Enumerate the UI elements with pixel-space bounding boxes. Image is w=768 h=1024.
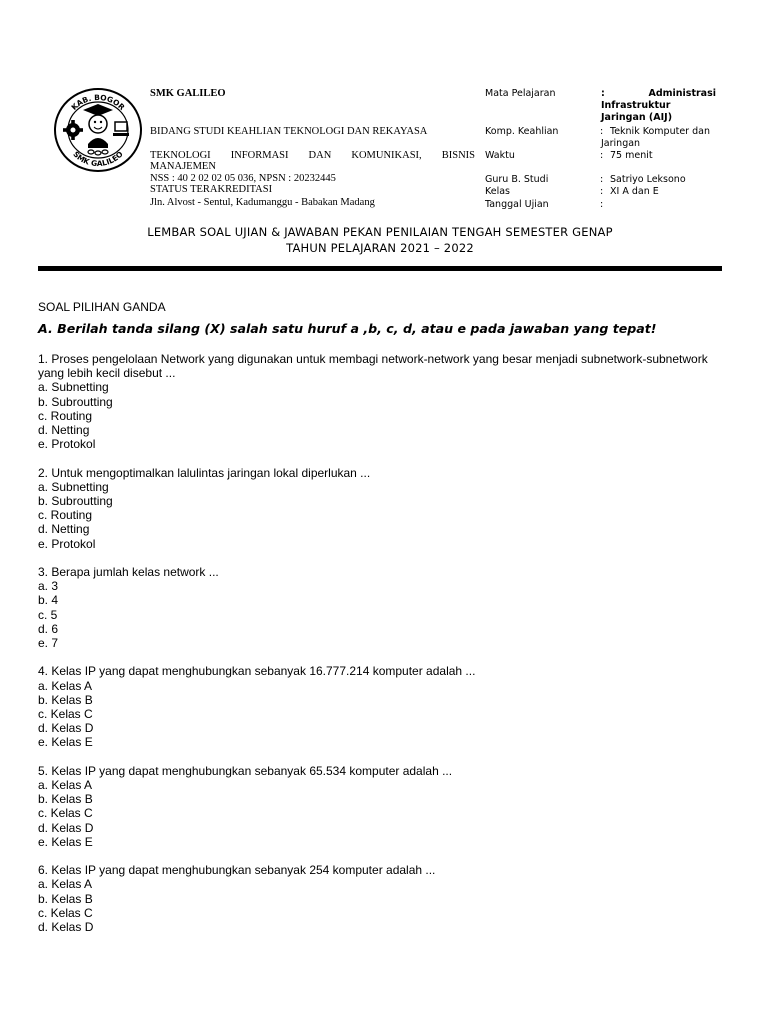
answer-option: e. Protokol bbox=[38, 536, 96, 551]
school-address: Jln. Alvost - Sentul, Kadumanggu - Babakan Madang bbox=[150, 197, 375, 208]
answer-option: e. Protokol bbox=[38, 437, 96, 452]
answer-option: c. Kelas C bbox=[38, 905, 93, 920]
answer-option: b. Subroutting bbox=[38, 494, 113, 509]
school-nss: NSS : 40 2 02 02 05 036, NPSN : 20232445 bbox=[150, 173, 336, 184]
answer-option: a. 3 bbox=[38, 579, 59, 594]
question-stem: 6. Kelas IP yang dapat menghubungkan sebanyak 254 komputer adalah ... bbox=[38, 863, 436, 878]
answer-option: a. Kelas A bbox=[38, 678, 93, 693]
gear-icon bbox=[63, 120, 83, 140]
answer-option: b. Kelas B bbox=[38, 891, 93, 906]
computer-icon bbox=[113, 122, 129, 136]
teacher-colon: : bbox=[600, 174, 604, 185]
competency-label: Komp. Keahlian bbox=[485, 126, 559, 137]
class-colon: : bbox=[600, 186, 604, 197]
answer-option: c. Routing bbox=[38, 508, 93, 523]
answer-option: b. Kelas B bbox=[38, 692, 93, 707]
question-2 bbox=[38, 466, 722, 551]
subject-value bbox=[601, 87, 716, 124]
answer-option: c. Kelas C bbox=[38, 707, 93, 722]
answer-option: d. Kelas D bbox=[38, 920, 94, 935]
school-logo bbox=[53, 86, 143, 174]
question-stem: 3. Berapa jumlah kelas network ... bbox=[38, 565, 219, 580]
competency-colon: : bbox=[600, 126, 604, 137]
time-colon: : bbox=[600, 150, 604, 161]
class-value: XI A dan E bbox=[610, 186, 659, 197]
subject-value-line3: Jaringan (AIJ) bbox=[601, 112, 673, 123]
answer-option: d. Netting bbox=[38, 522, 90, 537]
school-field: BIDANG STUDI KEAHLIAN TEKNOLOGI DAN REKAYASA bbox=[150, 126, 428, 137]
school-status: STATUS TERAKREDITASI bbox=[150, 184, 273, 195]
answer-option: b. 4 bbox=[38, 593, 59, 608]
competency-value-line2: Jaringan bbox=[601, 138, 641, 149]
question-stem: 2. Untuk mengoptimalkan lalulintas jaringan lokal diperlukan ... bbox=[38, 465, 371, 480]
question-stem: 4. Kelas IP yang dapat menghubungkan sebanyak 16.777.214 komputer adalah ... bbox=[38, 664, 476, 679]
answer-option: e. Kelas E bbox=[38, 834, 93, 849]
answer-option: a. Subnetting bbox=[38, 479, 109, 494]
answer-option: b. Kelas B bbox=[38, 792, 93, 807]
competency-value-line1: Teknik Komputer dan bbox=[610, 126, 710, 137]
exam-title: LEMBAR SOAL UJIAN & JAWABAN PEKAN PENILAIAN TENGAH SEMESTER GENAP bbox=[147, 225, 613, 239]
answer-option: c. Routing bbox=[38, 408, 93, 423]
answer-option: b. Subroutting bbox=[38, 394, 113, 409]
question-5 bbox=[38, 764, 722, 849]
time-value: 75 menit bbox=[610, 150, 653, 161]
school-program: TEKNOLOGI INFORMASI DAN KOMUNIKASI, BISNIS bbox=[150, 150, 475, 161]
answer-option: d. Kelas D bbox=[38, 721, 94, 736]
answer-option: d. Kelas D bbox=[38, 820, 94, 835]
graduate-icon bbox=[83, 104, 113, 148]
answer-option: d. Netting bbox=[38, 423, 90, 438]
subject-value-line2: Infrastruktur bbox=[601, 100, 671, 111]
section-label: SOAL PILIHAN GANDA bbox=[38, 300, 166, 314]
answer-option: c. 5 bbox=[38, 607, 58, 622]
header-divider bbox=[38, 266, 722, 271]
question-3 bbox=[38, 565, 722, 650]
instruction: A. Berilah tanda silang (X) salah satu huruf a ,b, c, d, atau e pada jawaban yang tepat! bbox=[38, 321, 657, 336]
academic-year: TAHUN PELAJARAN 2021 – 2022 bbox=[286, 241, 474, 255]
school-name: SMK GALILEO bbox=[150, 88, 226, 99]
logo-bottom-text: SMK GALILEO bbox=[71, 149, 125, 169]
answer-option: e. 7 bbox=[38, 636, 59, 651]
teacher-label: Guru B. Studi bbox=[485, 174, 549, 185]
date-label: Tanggal Ujian bbox=[485, 199, 549, 210]
teacher-value: Satriyo Leksono bbox=[610, 174, 686, 185]
subject-value-line1: Administrasi bbox=[648, 88, 716, 99]
question-stem: 1. Proses pengelolaan Network yang digunakan untuk membagi network-network yang besar menjadi subnetwork-subnetwork yang lebih kecil disebut ... bbox=[38, 352, 708, 381]
answer-option: a. Kelas A bbox=[38, 877, 93, 892]
subject-label: Mata Pelajaran bbox=[485, 88, 556, 99]
question-1 bbox=[38, 352, 722, 451]
time-label: Waktu bbox=[485, 150, 515, 161]
answer-option: e. Kelas E bbox=[38, 735, 93, 750]
answer-option: a. Subnetting bbox=[38, 380, 109, 395]
chain-icon bbox=[88, 150, 108, 155]
question-6 bbox=[38, 863, 722, 934]
question-list bbox=[38, 352, 722, 948]
school-program-line2: MANAJEMEN bbox=[150, 161, 216, 172]
class-label: Kelas bbox=[485, 186, 511, 197]
answer-option: c. Kelas C bbox=[38, 806, 93, 821]
question-4 bbox=[38, 664, 722, 749]
date-colon: : bbox=[600, 199, 604, 210]
answer-option: d. 6 bbox=[38, 621, 59, 636]
subject-colon: : bbox=[601, 88, 605, 99]
logo-top-text: KAB. BOGOR bbox=[69, 92, 127, 112]
question-stem: 5. Kelas IP yang dapat menghubungkan sebanyak 65.534 komputer adalah ... bbox=[38, 763, 453, 778]
answer-option: a. Kelas A bbox=[38, 778, 93, 793]
